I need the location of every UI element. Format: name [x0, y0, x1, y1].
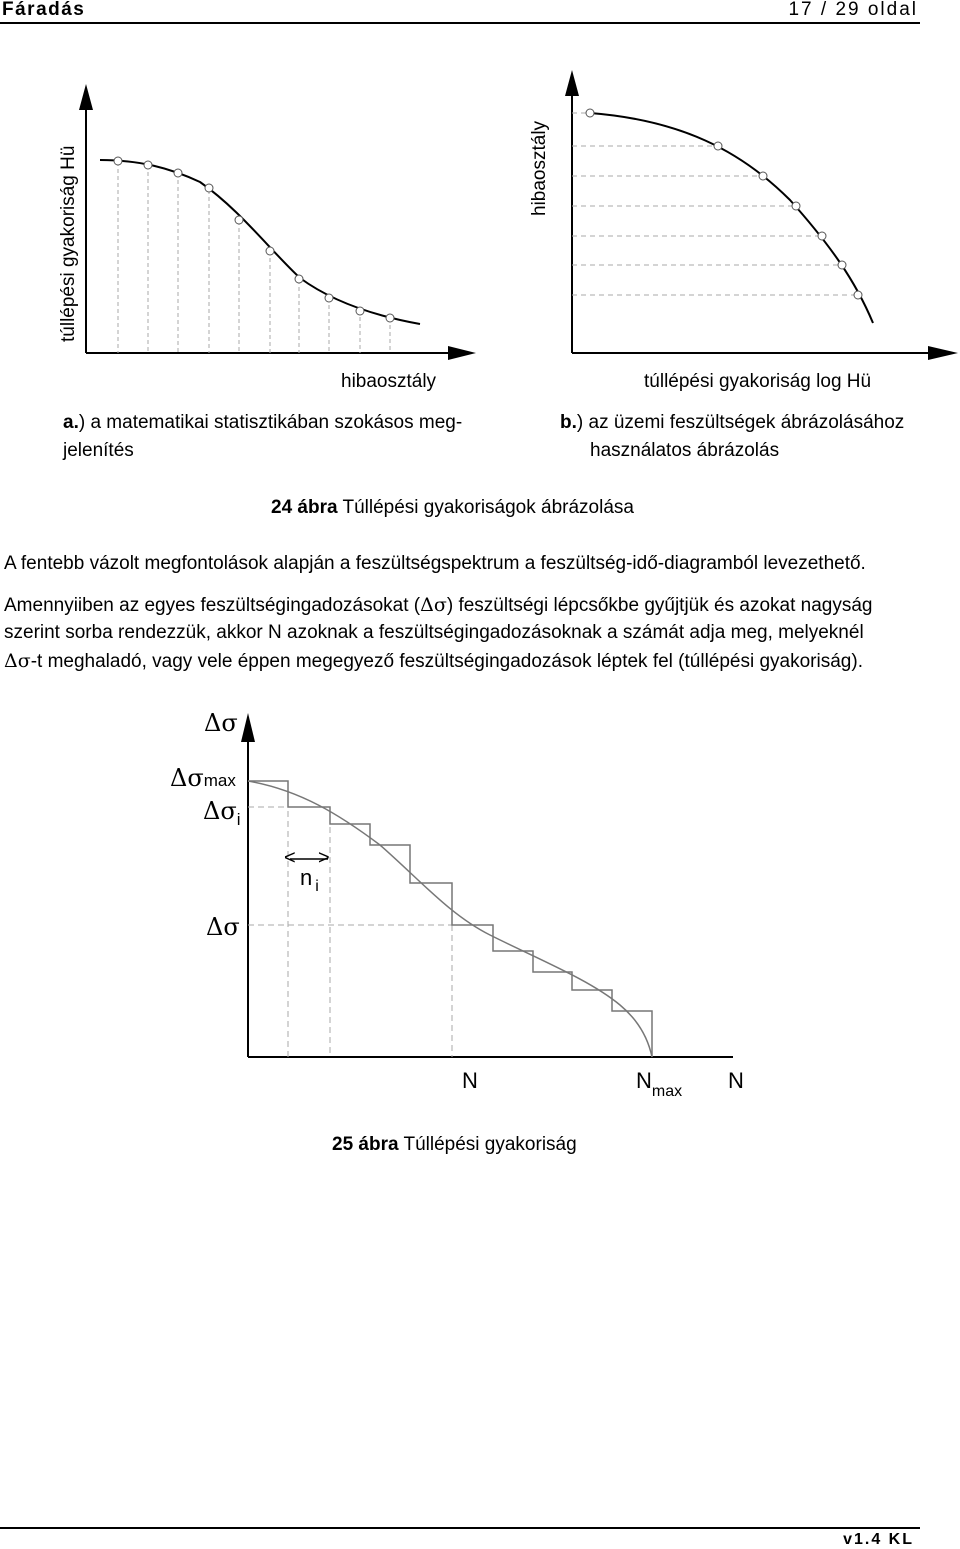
footer-version: v1.4 KL — [843, 1531, 914, 1548]
fig24b-y-arrowhead — [565, 70, 579, 96]
fig24b-points — [586, 109, 862, 299]
figure-24-caption — [271, 497, 634, 519]
fig25-curve — [248, 781, 652, 1057]
figure-25-number: 25 ábra — [332, 1134, 399, 1155]
page-number: 17 / 29 oldal — [788, 0, 918, 20]
fig24b-curve — [590, 113, 873, 323]
fig25-dashed-lines — [248, 781, 652, 1057]
fig24a-gridlines — [118, 162, 390, 353]
fig25-ds-i-label — [203, 797, 241, 829]
fig24b-ylabel: hibaosztály — [529, 120, 550, 216]
paragraph-2-line-2: szerint sorba rendezzük, akkor N azoknak a feszültségingadozásoknak a számát adja meg, melyeknél — [4, 622, 864, 643]
fig24b-caption-line1: ) az üzemi feszültségek ábrázolásához — [576, 412, 905, 433]
fig25-Nmax-sub: max — [651, 1083, 683, 1100]
paragraph-1: A fentebb vázolt megfontolások alapján a feszültségspektrum a feszültség-idő-diagramból levezethető. — [4, 553, 866, 574]
fig25-x-axis-label: N — [728, 1068, 744, 1093]
para2-text-b: ) feszültségi lépcsőkbe gyűjtjük és azokat nagyság — [446, 595, 873, 616]
para2-text-c: -t meghaladó, vagy vele éppen megegyező feszültségingadozások léptek fel (túllépési gyakoriság). — [30, 651, 863, 672]
fig24a-xlabel: hibaosztály — [341, 371, 437, 392]
delta-sigma-symbol: Δσ — [420, 594, 447, 616]
fig24a-caption — [63, 412, 462, 434]
fig25-ds-i-symbol: Δσ — [203, 797, 237, 825]
fig24a-x-arrowhead — [448, 346, 476, 360]
fig24b-caption-prefix: b. — [560, 412, 577, 433]
fig24a-caption-prefix: a. — [63, 412, 79, 433]
fig24a-y-arrowhead — [79, 84, 93, 110]
fig25-ni-label — [300, 865, 319, 895]
fig25-staircase — [248, 781, 652, 1057]
paragraph-2-line-3 — [4, 647, 863, 676]
fig25-ds-max-label — [170, 764, 236, 793]
figure-24-title: Túllépési gyakoriságok ábrázolása — [337, 497, 634, 518]
fig24a-caption-line1: ) a matematikai statisztikában szokásos meg- — [78, 412, 463, 433]
fig25-y-axis-label: Δσ — [204, 709, 238, 737]
figure-25-title: Túllépési gyakoriság — [398, 1134, 577, 1155]
fig25-N-tick: N — [462, 1068, 478, 1093]
paragraph-2-line-1 — [4, 591, 872, 620]
fig24a-caption-line2: jelenítés — [63, 440, 134, 461]
fig25-ds-max-symbol: Δσ — [170, 764, 204, 792]
fig25-Nmax-symbol: N — [636, 1068, 652, 1093]
figure-25-caption — [332, 1134, 577, 1156]
fig25-arrow-left: < — [284, 847, 296, 869]
delta-sigma-symbol: Δσ — [4, 650, 31, 672]
fig25-ds-max-sub: max — [203, 771, 236, 790]
fig25-ni-sub: i — [315, 878, 319, 895]
fig24b-caption-line2: használatos ábrázolás — [590, 440, 780, 461]
fig25-arrow-right: > — [318, 847, 330, 869]
fig24b-xlabel: túllépési gyakoriság log Hü — [644, 371, 872, 392]
fig24b-caption — [560, 412, 904, 434]
fig25-ds-label: Δσ — [206, 913, 240, 941]
para2-text-a: Amennyiiben az egyes feszültségingadozásokat ( — [4, 595, 421, 616]
fig24b-gridlines — [572, 113, 858, 295]
header-title: Fáradás — [2, 0, 86, 20]
fig25-ni-symbol: n — [300, 865, 313, 890]
footer-divider — [0, 1527, 920, 1529]
fig24b-x-arrowhead — [928, 346, 958, 360]
fig25-y-arrowhead — [241, 713, 255, 742]
fig25-ds-i-sub: i — [236, 810, 241, 829]
fig24a-points — [114, 157, 394, 322]
fig25-Nmax-tick — [636, 1068, 683, 1100]
fig24a-ylabel: túllépési gyakoriság Hü — [58, 145, 79, 342]
figure-24-number: 24 ábra — [271, 497, 338, 518]
